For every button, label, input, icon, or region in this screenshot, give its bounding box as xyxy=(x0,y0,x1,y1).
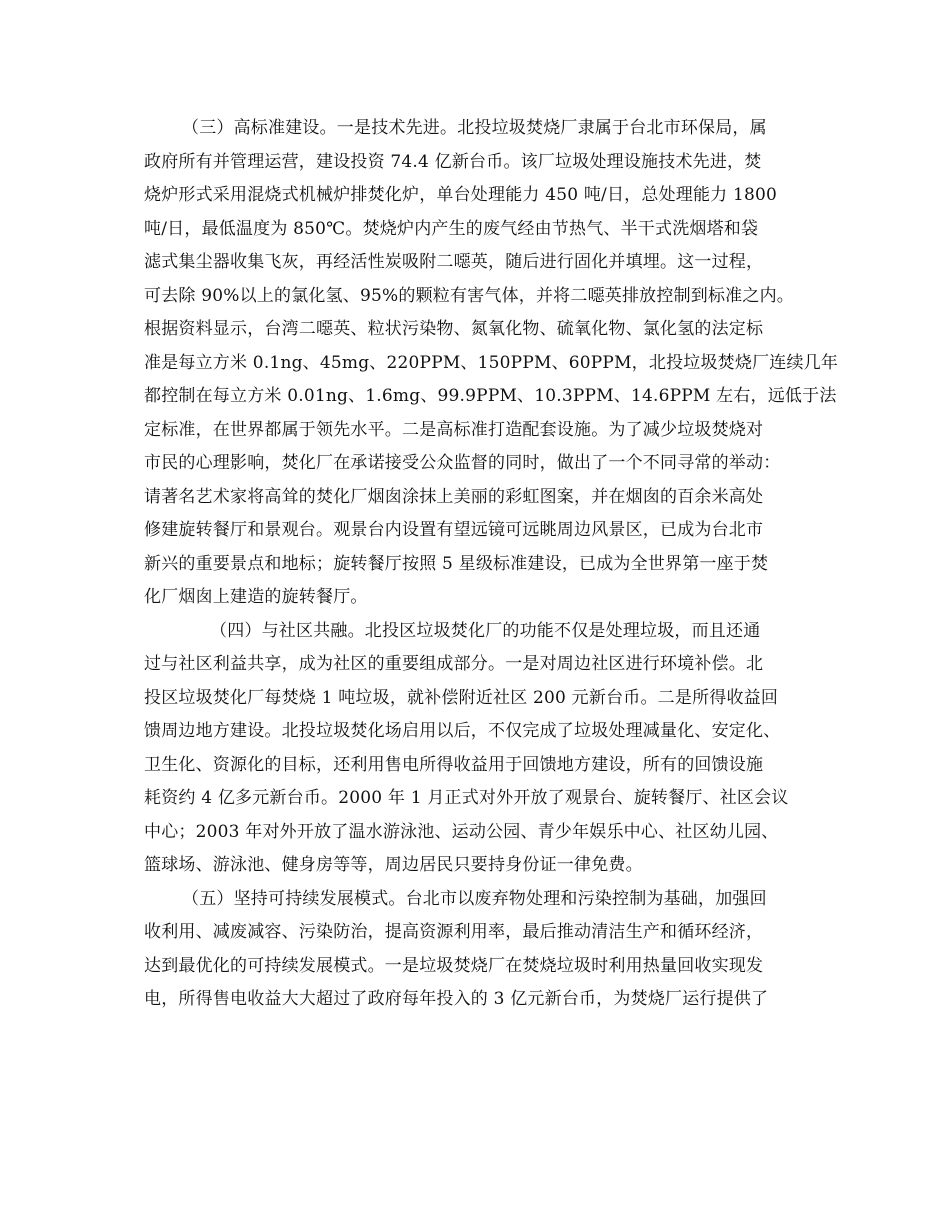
paragraph-4-community xyxy=(144,615,824,883)
paragraph-3-high-standard xyxy=(144,112,839,615)
text-line: （四）与社区共融。北投区垃圾焚化厂的功能不仅是处理垃圾，而且还通 xyxy=(210,620,761,641)
text-line: 吨/日，最低温度为 850℃。焚烧炉内产生的废气经由节热气、半干式洗烟塔和袋 xyxy=(144,218,759,239)
text-line: 都控制在每立方米 0.01ng、1.6mg、99.9PPM、10.3PPM、14.6PPM 左右，远低于法 xyxy=(144,386,837,406)
text-line: 新兴的重要景点和地标；旋转餐厅按照 5 星级标准建设，已成为全世界第一座于焚 xyxy=(144,553,769,574)
text-line: 滤式集尘器收集飞灰，再经活性炭吸附二噁英，随后进行固化并填埋。这一过程， xyxy=(144,252,764,272)
text-line: 卫生化、资源化的目标，还利用售电所得收益用于回馈地方建设，所有的回馈设施 xyxy=(144,754,764,775)
paragraph-5-sustainable xyxy=(144,883,824,1017)
text-line: 根据资料显示，台湾二噁英、粒状污染物、氮氧化物、硫氧化物、氯化氢的法定标 xyxy=(144,319,764,339)
text-line: 政府所有并管理运营，建设投资 74.4 亿新台币。该厂垃圾处理设施技术先进，焚 xyxy=(144,151,762,172)
text-line: 过与社区利益共享，成为社区的重要组成部分。一是对周边社区进行环境补偿。北 xyxy=(144,654,764,674)
text-line: 市民的心理影响，焚化厂在承诺接受公众监督的同时，做出了一个不同寻常的举动： xyxy=(144,453,781,473)
text-line: （五）坚持可持续发展模式。台北市以废弃物处理和污染控制为基础，加强回 xyxy=(182,888,767,909)
text-line: 篮球场、游泳池、健身房等等，周边居民只要持身份证一律免费。 xyxy=(144,855,643,875)
text-line: 达到最优化的可持续发展模式。一是垃圾焚烧厂在焚烧垃圾时利用热量回收实现发 xyxy=(144,955,764,976)
text-line: 修建旋转餐厅和景观台。观景台内设置有望远镜可远眺周边风景区，已成为台北市 xyxy=(144,520,764,540)
text-line: 电，所得售电收益大大超过了政府每年投入的 3 亿元新台币，为焚烧厂运行提供了 xyxy=(144,989,769,1009)
text-line: 耗资约 4 亿多元新台币。2000 年 1 月正式对外开放了观景台、旋转餐厅、社区会议 xyxy=(144,788,789,808)
text-line: 准是每立方米 0.1ng、45mg、220PPM、150PPM、60PPM，北投垃圾焚烧厂连续几年 xyxy=(144,352,839,373)
text-line: 烧炉形式采用混烧式机械炉排焚化炉，单台处理能力 450 吨/日，总处理能力 1800 xyxy=(144,185,778,205)
document-page xyxy=(144,112,839,1017)
text-line: 可去除 90%以上的氯化氢、95%的颗粒有害气体，并将二噁英排放控制到标准之内。 xyxy=(144,285,794,306)
text-line: 中心；2003 年对外开放了温水游泳池、运动公园、青少年娱乐中心、社区幼儿园、 xyxy=(144,821,779,842)
text-line: 投区垃圾焚化厂每焚烧 1 吨垃圾，就补偿附近社区 200 元新台币。二是所得收益回 xyxy=(144,687,779,708)
text-line: 馈周边地方建设。北投垃圾焚化场启用以后，不仅完成了垃圾处理减量化、安定化、 xyxy=(144,721,781,741)
text-line: 请著名艺术家将高耸的焚化厂烟囱涂抹上美丽的彩虹图案，并在烟囱的百余米高处 xyxy=(144,486,764,507)
text-line: 化厂烟囱上建造的旋转餐厅。 xyxy=(144,587,368,607)
text-line: 定标准，在世界都属于领先水平。二是高标准打造配套设施。为了减少垃圾焚烧对 xyxy=(144,419,764,440)
text-line: 收利用、减废减容、污染防治，提高资源利用率，最后推动清洁生产和循环经济， xyxy=(144,922,764,942)
text-line: （三）高标准建设。一是技术先进。北投垃圾焚烧厂隶属于台北市环保局，属 xyxy=(182,118,767,138)
